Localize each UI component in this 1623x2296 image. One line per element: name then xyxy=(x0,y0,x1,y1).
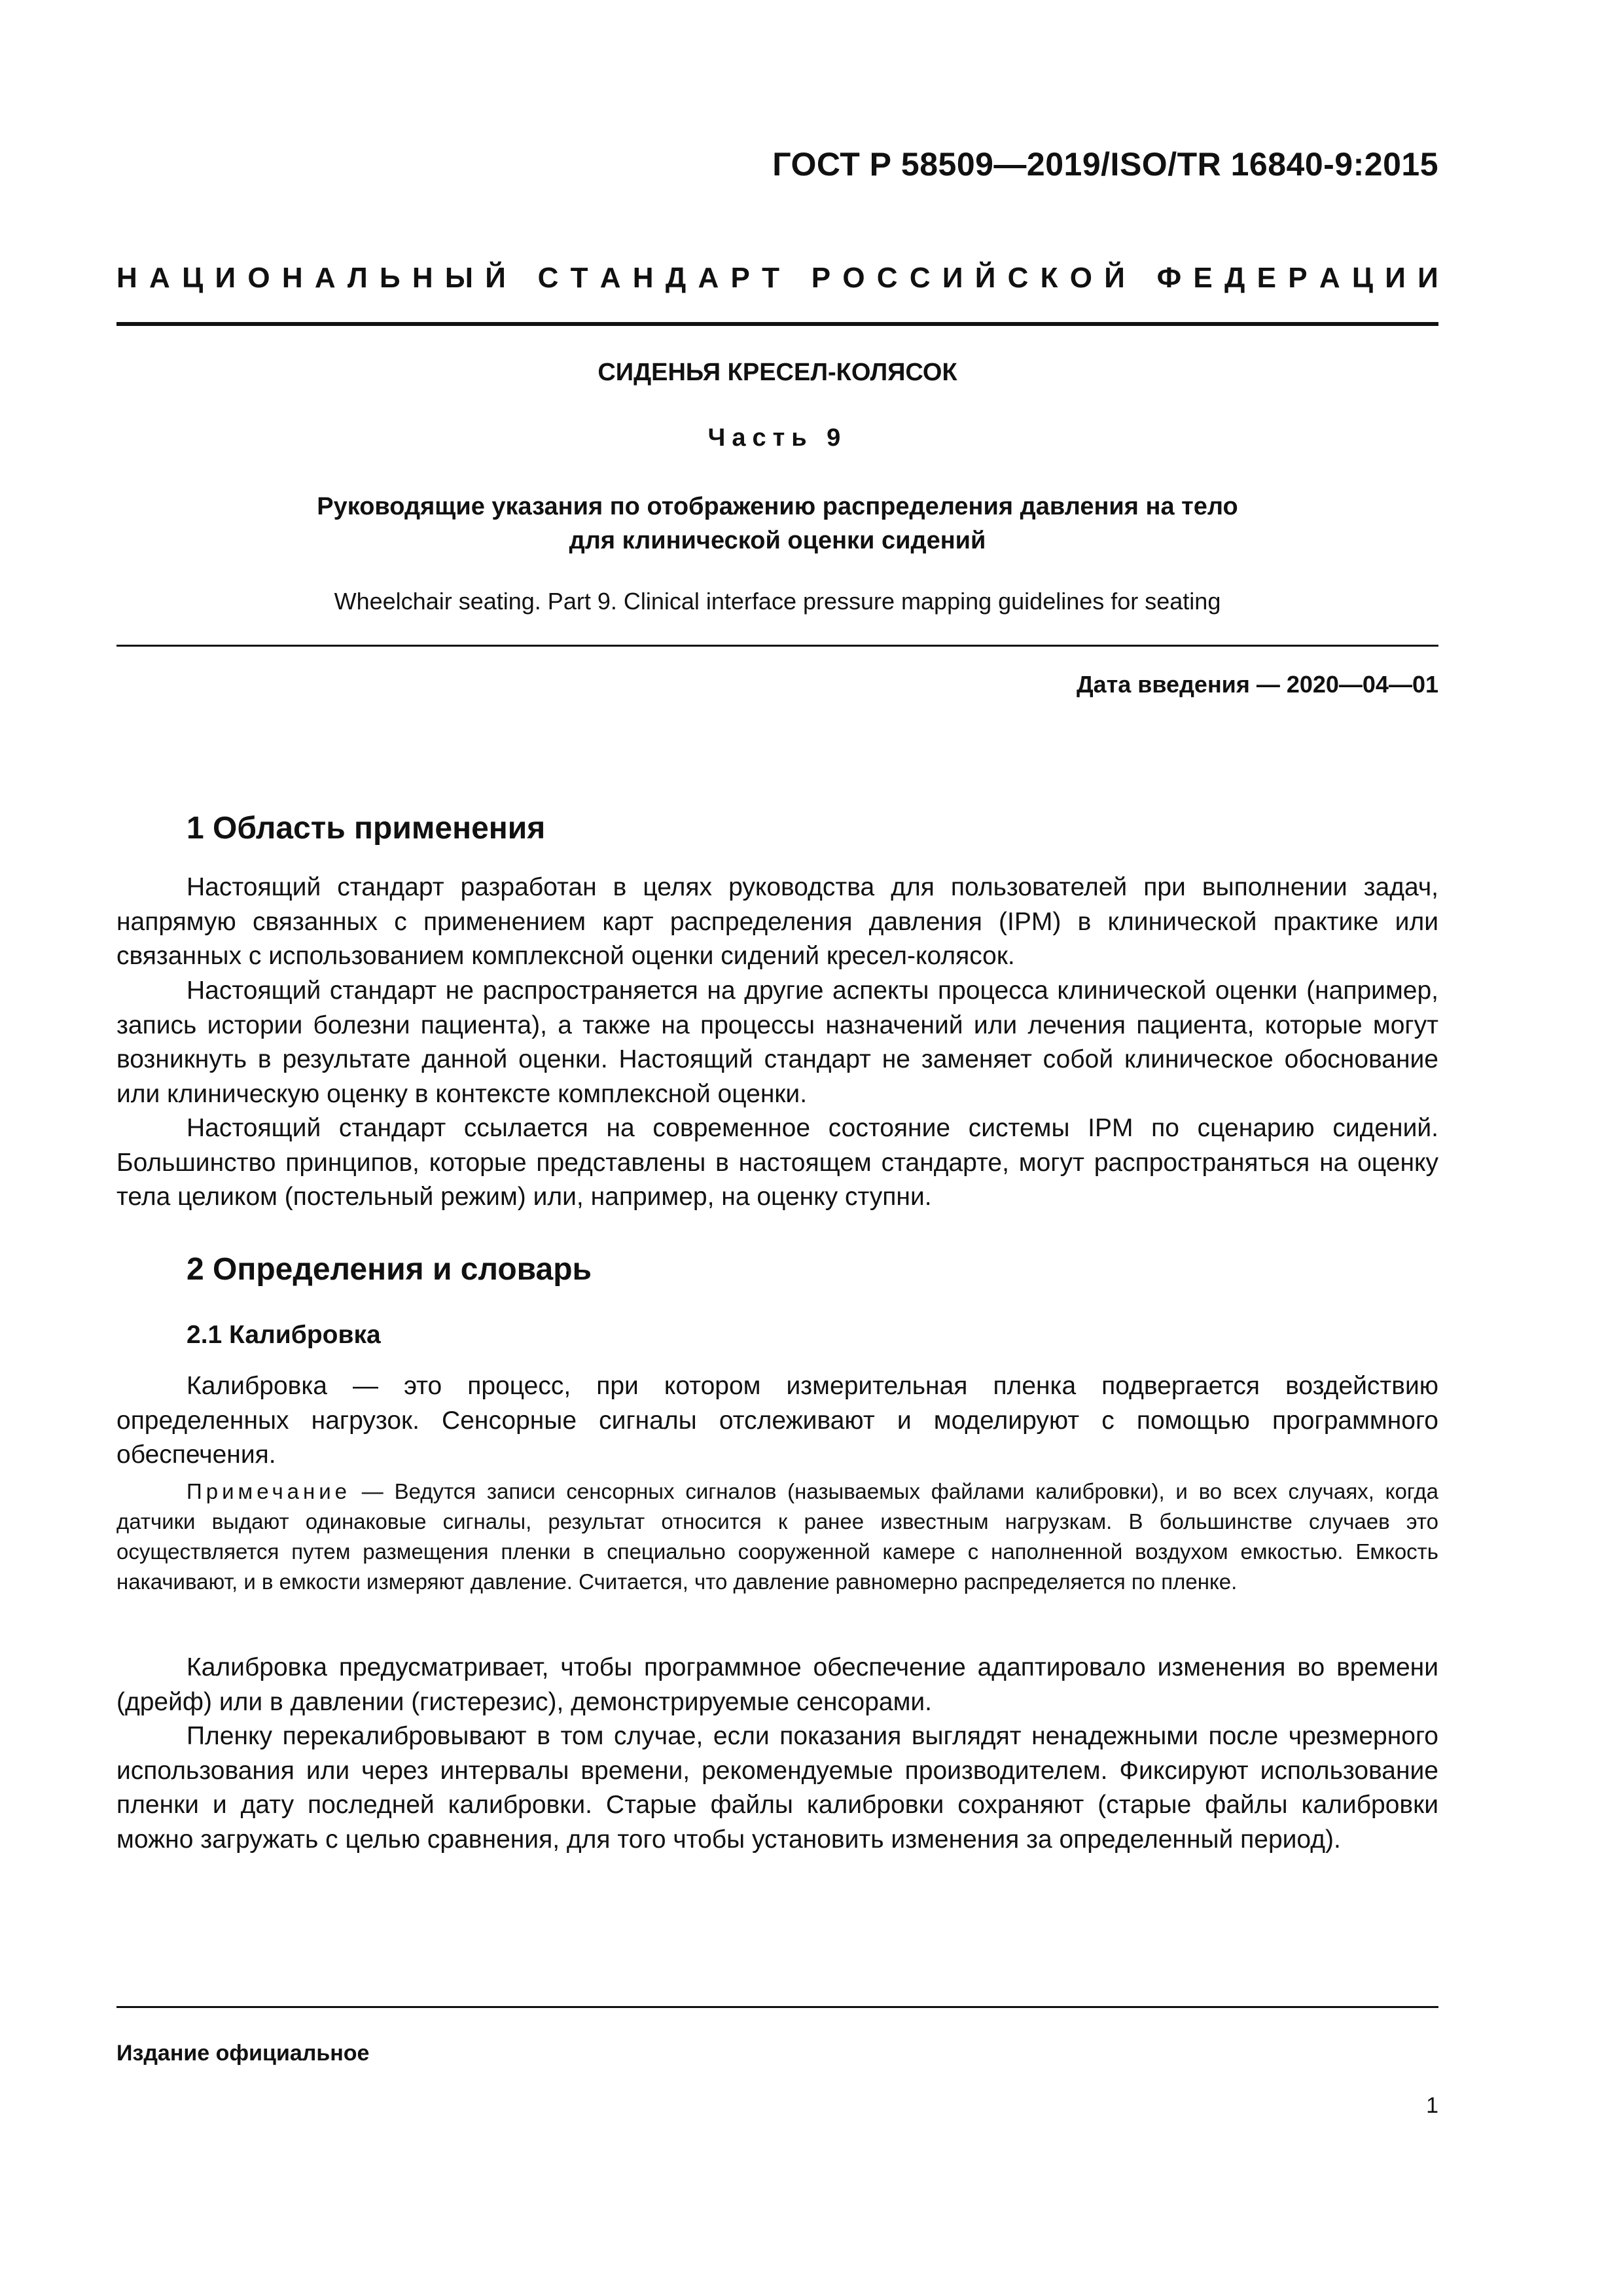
page-number: 1 xyxy=(1426,2093,1438,2118)
banner-letter: С xyxy=(1007,262,1029,294)
banner-letter: Р xyxy=(730,262,750,294)
banner-letter: Д xyxy=(1224,262,1245,294)
subtitle-line-1: Руководящие указания по отображению распределения давления на тело xyxy=(317,493,1238,520)
banner-letter: Ы xyxy=(444,262,473,294)
section-2-1-heading: 2.1 Калибровка xyxy=(187,1321,381,1349)
banner-letter: Т xyxy=(570,262,588,294)
banner-letter: А xyxy=(1319,262,1340,294)
national-standard-banner xyxy=(116,262,1438,295)
banner-space xyxy=(791,262,799,295)
banner-letter: Й xyxy=(1104,262,1125,294)
banner-letter: Е xyxy=(1257,262,1276,294)
banner-letter: С xyxy=(537,262,559,294)
banner-letter: А xyxy=(149,262,170,294)
banner-letter: С xyxy=(876,262,898,294)
banner-letter: А xyxy=(698,262,719,294)
section-1-paragraph-2: Настоящий стандарт не распространяется на другие аспекты процесса клинической оценки (например, запись истории болезни пациента), а также на процессы назначений или лечения пациента, которые могут возникнуть в результате данной оценки. Настоящий стандарт не заменяет собой клиническое обоснование или клиническую оценку в контексте комплексной оценки. xyxy=(116,977,1438,1108)
document-title: СИДЕНЬЯ КРЕСЕЛ-КОЛЯСОК xyxy=(597,359,957,386)
banner-letter: С xyxy=(909,262,931,294)
banner-letter: Н xyxy=(632,262,654,294)
banner-letter: Р xyxy=(1288,262,1308,294)
banner-letter: К xyxy=(1040,262,1058,294)
section-2-1-paragraph-3: Пленку перекалибровывают в том случае, если показания выглядят ненадежными после чрезмерного использования или через интервалы времени, рекомендуемые производителем. Фиксируют использование пленки и дату последней калибровки. Старые файлы калибровки сохраняют (старые файлы калибровки можно загружать с целью сравнения, для того чтобы установить изменения за определенный период). xyxy=(116,1722,1438,1854)
banner-letter: Ь xyxy=(380,262,401,294)
banner-letter: Е xyxy=(1193,262,1213,294)
section-1-paragraph-3: Настоящий стандарт ссылается на современное состояние системы IPM по сценарию сидений. Большинство принципов, которые представлены в настоящем стандарте, могут распространяться на оценку тела целиком (постельный режим) или, например, на оценку ступни. xyxy=(116,1114,1438,1211)
section-1-heading: 1 Область применения xyxy=(187,811,546,846)
section-2-1-paragraph-1: Калибровка — это процесс, при котором измерительная пленка подвергается воздействию определенных нагрузок. Сенсорные сигналы отслеживают и моделируют с помощью программного обеспечения. xyxy=(116,1372,1438,1469)
banner-letter: О xyxy=(842,262,865,294)
banner-letter: Ц xyxy=(1351,262,1374,294)
banner-letter: О xyxy=(1069,262,1092,294)
banner-letter: И xyxy=(942,262,963,294)
gost-code: ГОСТ Р 58509—2019/ISO/TR 16840-9:2015 xyxy=(772,146,1438,183)
banner-letter: О xyxy=(247,262,270,294)
banner-letter: А xyxy=(314,262,336,294)
banner-letter: Д xyxy=(665,262,687,294)
document-subtitle xyxy=(116,490,1438,558)
banner-letter: И xyxy=(1418,262,1438,294)
banner-letter: Н xyxy=(116,262,137,294)
banner-space xyxy=(1137,262,1145,295)
banner-letter: Л xyxy=(347,262,368,294)
note-text: — Ведутся записи сенсорных сигналов (называемых файлами калибровки), и во всех случаях, когда датчики выдают одинаковые сигналы, результат относится к ранее известным нагрузкам. В большинстве случаев это осуществляется путем размещения пленки в специально сооруженной камере с наполненной воздухом емкостью. Емкость накачивают, и в емкости измеряют давление. Считается, что давление равномерно распределяется по пленке. xyxy=(116,1479,1438,1594)
banner-letter: Н xyxy=(412,262,433,294)
title-rule xyxy=(116,645,1438,647)
banner-letter: И xyxy=(1385,262,1406,294)
banner-letter: Р xyxy=(811,262,831,294)
note-label: Примечание xyxy=(187,1479,351,1503)
section-2-1-paragraph-2: Калибровка предусматривает, чтобы программное обеспечение адаптировало изменения во времени (дрейф) или в давлении (гистерезис), демонстрируемые сенсорами. xyxy=(116,1653,1438,1716)
banner-letter: Ц xyxy=(182,262,204,294)
english-title: Wheelchair seating. Part 9. Clinical interface pressure mapping guidelines for seating xyxy=(334,588,1221,615)
banner-letter: Н xyxy=(281,262,303,294)
official-edition-label: Издание официальное xyxy=(116,2041,370,2066)
banner-letter: Т xyxy=(762,262,779,294)
introduction-date: Дата введения — 2020—04—01 xyxy=(1076,671,1438,698)
header-rule xyxy=(116,322,1438,326)
section-1-paragraph-1: Настоящий стандарт разработан в целях руководства для пользователей при выполнении задач, напрямую связанных с применением карт распределения давления (IPM) в клинической практике или связанных с использованием комплексной оценки сидений кресел-колясок. xyxy=(116,873,1438,970)
subtitle-line-2: для клинической оценки сидений xyxy=(569,527,986,554)
banner-letter: Ф xyxy=(1156,262,1182,294)
banner-letter: Й xyxy=(485,262,506,294)
banner-letter: Й xyxy=(974,262,996,294)
document-part: Часть 9 xyxy=(707,424,847,452)
banner-space xyxy=(518,262,526,295)
section-2-heading: 2 Определения и словарь xyxy=(187,1252,592,1287)
banner-letter: А xyxy=(599,262,621,294)
footer-rule xyxy=(116,2006,1438,2008)
banner-letter: И xyxy=(215,262,236,294)
calibration-note xyxy=(116,1477,1438,1597)
